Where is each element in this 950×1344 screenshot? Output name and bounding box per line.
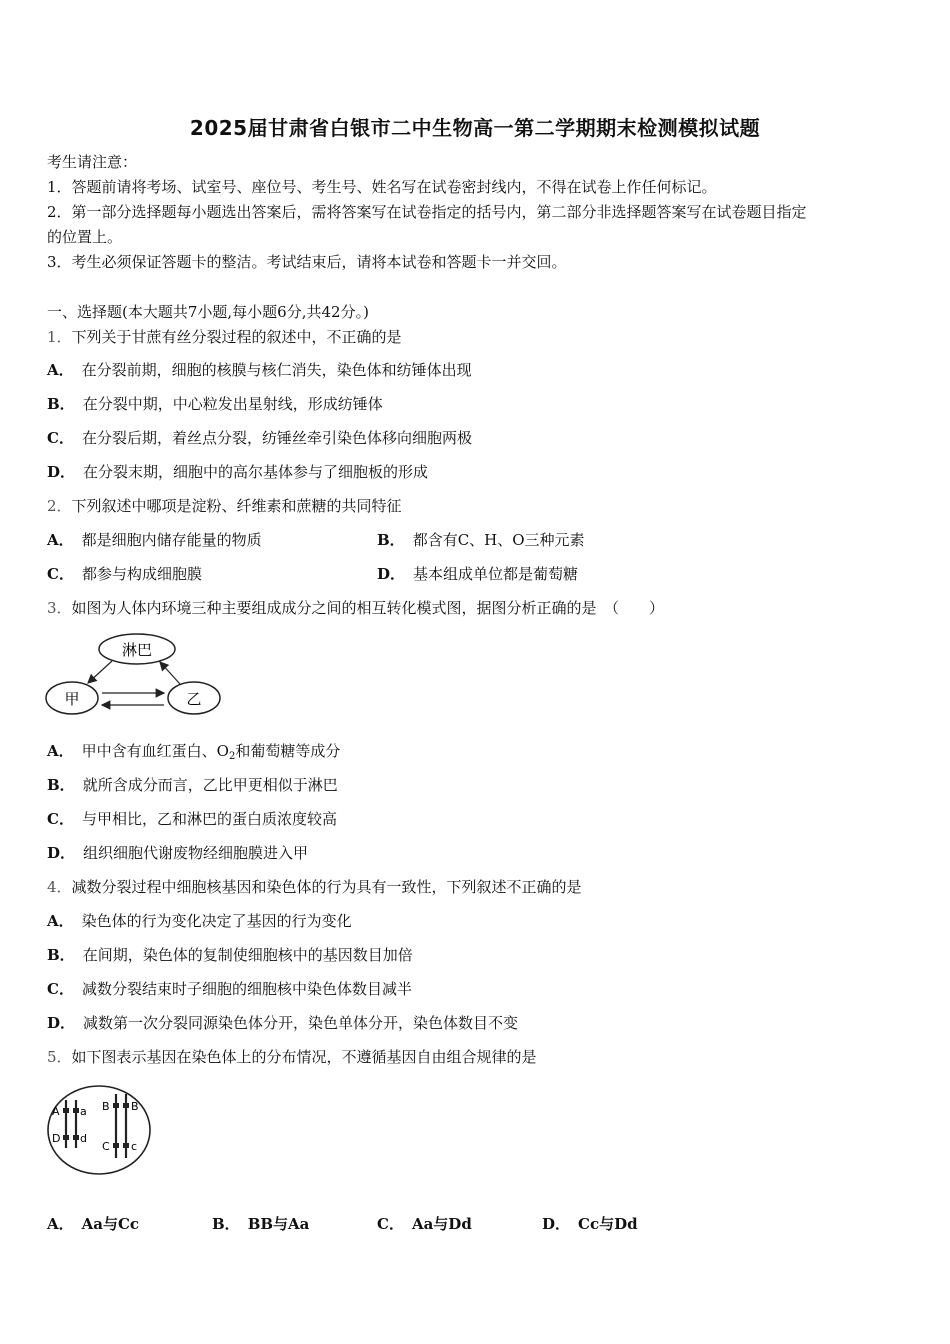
- notice-heading: 考生请注意：: [47, 153, 138, 171]
- lymph-label: 淋巴: [121, 641, 153, 659]
- gene-label-B1: B: [102, 1100, 110, 1113]
- gene-chromosome-diagram: [44, 1082, 154, 1178]
- q1-option-a[interactable]: A． 在分裂前期，细胞的核膜与核仁消失，染色体和纺锤体出现: [47, 361, 472, 379]
- page-title: 2025届甘肃省白银市二中生物高一第二学期期末检测模拟试题: [189, 116, 761, 140]
- arrow-yi-to-lymph: [160, 662, 180, 684]
- jia-label: 甲: [64, 690, 80, 708]
- gene-label-D: D: [52, 1132, 61, 1145]
- q5-option-c[interactable]: C． Aa与Dd: [377, 1215, 472, 1233]
- notice-item-2: 2．第一部分选择题每小题选出答案后，需将答案写在试卷指定的括号内，第二部分非选择题答案写在试卷题目指定: [47, 203, 807, 221]
- notice-item-2-cont: 的位置上。: [47, 228, 123, 246]
- locus-B1: [113, 1103, 119, 1108]
- locus-a: [73, 1108, 79, 1113]
- gene-label-B2: B: [131, 1100, 139, 1113]
- q2-option-b[interactable]: B． 都含有C、H、O三种元素: [377, 531, 585, 549]
- q3-option-c[interactable]: C． 与甲相比，乙和淋巴的蛋白质浓度较高: [47, 810, 337, 828]
- body-fluid-diagram: [42, 628, 224, 720]
- locus-C: [113, 1143, 119, 1148]
- question-text: 下列关于甘蔗有丝分裂过程的叙述中，不正确的是: [71, 328, 402, 346]
- q1-option-b[interactable]: B． 在分裂中期，中心粒发出星射线，形成纺锤体: [47, 395, 383, 413]
- locus-D: [63, 1135, 69, 1140]
- locus-A: [63, 1108, 69, 1113]
- question-number: 2．: [47, 497, 72, 515]
- yi-label: 乙: [186, 690, 202, 708]
- q4-option-a[interactable]: A． 染色体的行为变化决定了基因的行为变化: [47, 912, 352, 930]
- question-4-stem: [47, 877, 582, 897]
- question-number: 4．: [47, 878, 72, 896]
- gene-label-C: C: [102, 1140, 110, 1153]
- notice-item-3: 3．考生必须保证答题卡的整洁。考试结束后，请将本试卷和答题卡一并交回。: [47, 253, 567, 271]
- q1-option-d[interactable]: D． 在分裂末期，细胞中的高尔基体参与了细胞板的形成: [47, 463, 429, 481]
- q4-option-c[interactable]: C． 减数分裂结束时子细胞的细胞核中染色体数目减半: [47, 980, 412, 998]
- q3-option-a[interactable]: A． 甲中含有血红蛋白、$O_2$和葡萄糖等成分: [47, 742, 341, 762]
- question-number: 3．: [47, 599, 72, 617]
- q4-option-d[interactable]: D． 减数第一次分裂同源染色体分开，染色单体分开，染色体数目不变: [47, 1014, 519, 1032]
- gene-label-A: A: [52, 1105, 60, 1118]
- locus-B2: [123, 1103, 129, 1108]
- q4-option-b[interactable]: B． 在间期，染色体的复制使细胞核中的基因数目加倍: [47, 946, 413, 964]
- q3-option-b[interactable]: B． 就所含成分而言，乙比甲更相似于淋巴: [47, 776, 338, 794]
- arrow-lymph-to-jia: [88, 661, 112, 683]
- q5-option-b[interactable]: B． BB与Aa: [212, 1215, 310, 1233]
- q5-option-a[interactable]: A． Aa与Cc: [47, 1215, 140, 1233]
- question-2-stem: [47, 496, 402, 516]
- locus-d: [73, 1135, 79, 1140]
- notice-item-1: 1．答题前请将考场、试室号、座位号、考生号、姓名写在试卷密封线内，不得在试卷上作任何标记。: [47, 178, 717, 196]
- q5-option-d[interactable]: D． Cc与Dd: [542, 1215, 638, 1233]
- question-text: 如图为人体内环境三种主要组成成分之间的相互转化模式图，据图分析正确的是 （ ）: [71, 599, 665, 617]
- question-1-stem: [47, 327, 402, 347]
- gene-label-d: d: [80, 1132, 87, 1145]
- gene-label-c: c: [131, 1140, 138, 1153]
- q1-option-c[interactable]: C． 在分裂后期，着丝点分裂，纺锤丝牵引染色体移向细胞两极: [47, 429, 472, 447]
- question-text: 如下图表示基因在染色体上的分布情况，不遵循基因自由组合规律的是: [71, 1048, 537, 1066]
- section-heading: 一、选择题(本大题共7小题,每小题6分,共42分。): [47, 303, 369, 321]
- question-number: 1．: [47, 328, 72, 346]
- gene-label-a: a: [80, 1105, 87, 1118]
- q2-option-d[interactable]: D． 基本组成单位都是葡萄糖: [377, 565, 579, 583]
- q2-option-a[interactable]: A． 都是细胞内储存能量的物质: [47, 531, 262, 549]
- question-3-stem: [47, 598, 664, 618]
- question-number: 5．: [47, 1048, 72, 1066]
- q3-option-d[interactable]: D． 组织细胞代谢废物经细胞膜进入甲: [47, 844, 309, 862]
- q2-option-c[interactable]: C． 都参与构成细胞膜: [47, 565, 202, 583]
- question-text: 减数分裂过程中细胞核基因和染色体的行为具有一致性，下列叙述不正确的是: [71, 878, 582, 896]
- question-text: 下列叙述中哪项是淀粉、纤维素和蔗糖的共同特征: [71, 497, 402, 515]
- locus-c: [123, 1143, 129, 1148]
- question-5-stem: [47, 1047, 537, 1067]
